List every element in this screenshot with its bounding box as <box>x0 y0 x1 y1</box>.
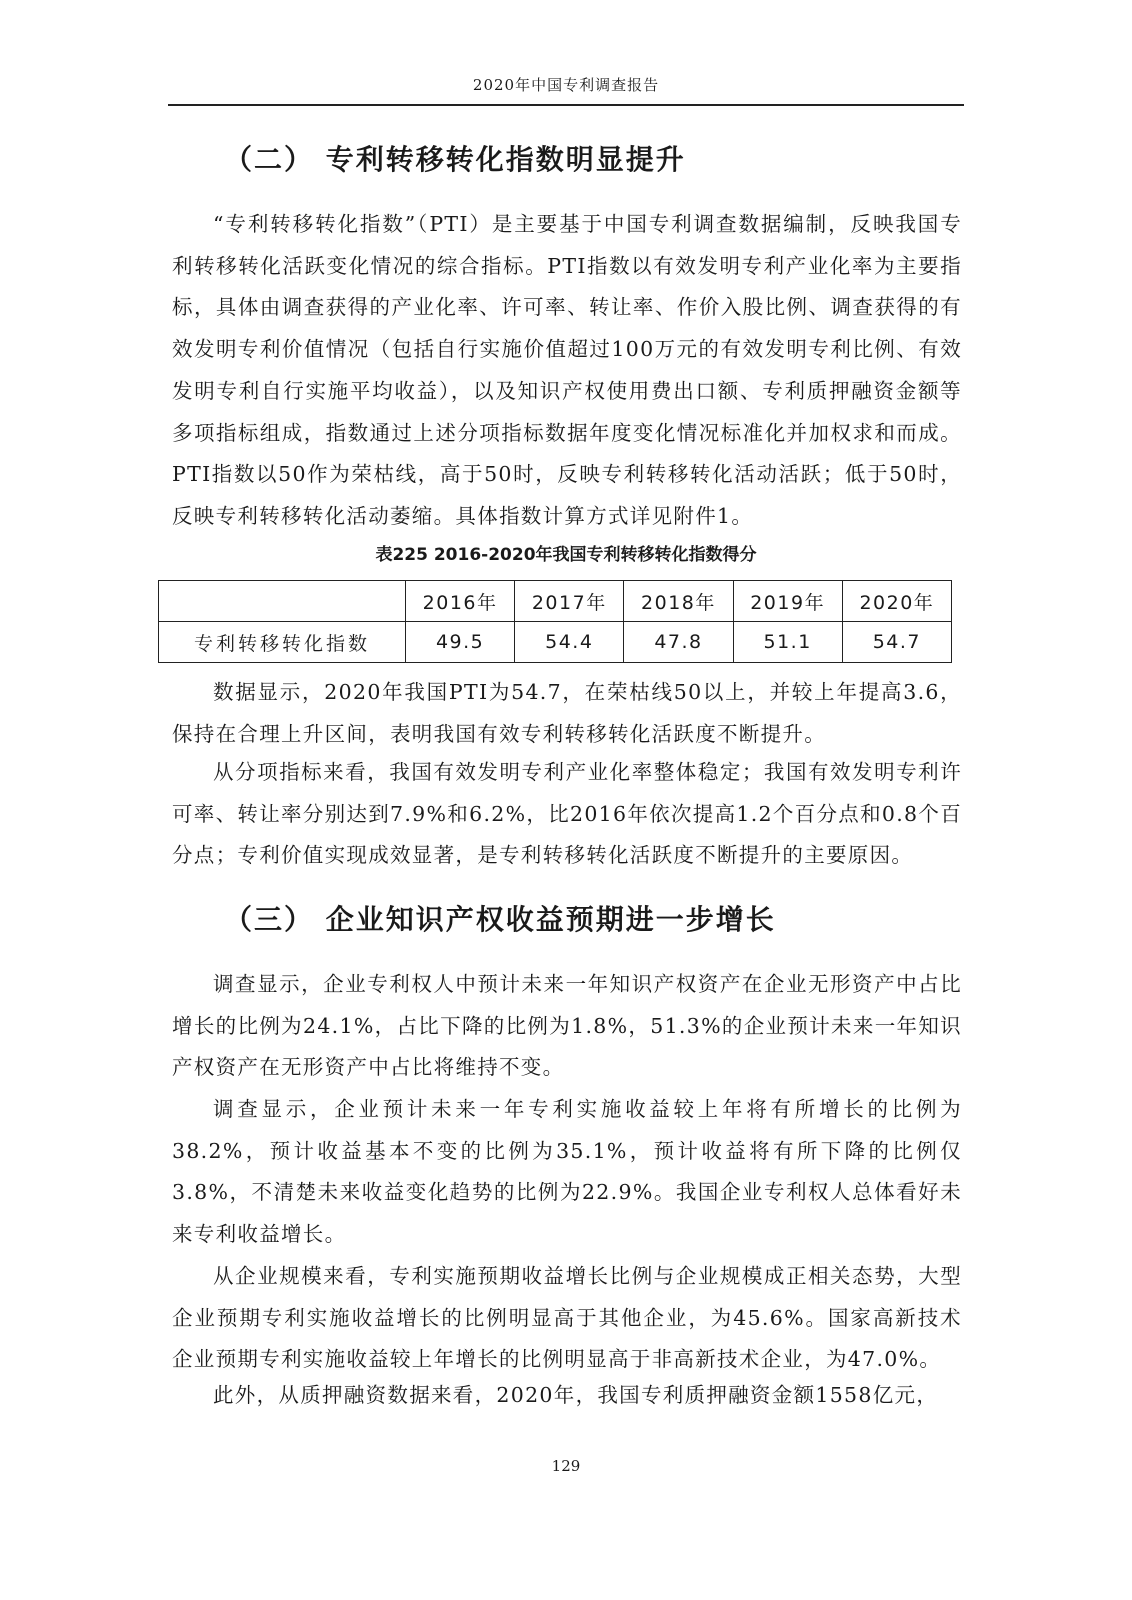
paragraph-enterprise-scale: 从企业规模来看，专利实施预期收益增长比例与企业规模成正相关态势，大型企业预期专利实施收益增长的比例明显高于其他企业，为45.6%。国家高新技术企业预期专利实施收益较上年增长的比例明显高于非高新技术企业，为47.0%。 <box>172 1264 962 1372</box>
running-header: 2020年中国专利调查报告 <box>472 76 660 94</box>
paragraph-pti-definition: “专利转移转化指数”（PTI）是主要基于中国专利调查数据编制，反映我国专利转移转化活跃变化情况的综合指标。PTI指数以有效发明专利产业化率为主要指标，具体由调查获得的产业化率、许可率、转让率、作价入股比例、调查获得的有效发明专利价值情况（包括自行实施价值超过100万元的有效发明专利比例、有效发明专利自行实施平均收益），以及知识产权使用费出口额、专利质押融资金额等多项指标组成，指数通过上述分项指标数据年度变化情况标准化并加权求和而成。PTI指数以50作为荣枯线，高于50时，反映专利转移转化活动活跃；低于50时，反映专利转移转化活动萎缩。具体指数计算方式详见附件1。 <box>172 212 962 528</box>
table-header-row <box>159 581 952 622</box>
table-row-label: 专利转移转化指数 <box>159 622 406 663</box>
table-cell: 49.5 <box>406 622 515 663</box>
paragraph-sub-indicators: 从分项指标来看，我国有效发明专利产业化率整体稳定；我国有效发明专利许可率、转让率分别达到7.9%和6.2%，比2016年依次提高1.2个百分点和0.8个百分点；专利价值实现成效显著，是专利转移转化活跃度不断提升的主要原因。 <box>172 760 962 868</box>
table-cell: 54.7 <box>842 622 951 663</box>
section-heading-3: （三） 企业知识产权收益预期进一步增长 <box>224 903 776 936</box>
table-cell: 47.8 <box>624 622 733 663</box>
table-header-cell: 2020年 <box>842 581 951 622</box>
table-header-cell: 2016年 <box>406 581 515 622</box>
table-cell: 51.1 <box>733 622 842 663</box>
table-caption: 表225 2016-2020年我国专利转移转化指数得分 <box>375 545 757 565</box>
page-number: 129 <box>551 1457 581 1475</box>
paragraph-pti-2020: 数据显示，2020年我国PTI为54.7，在荣枯线50以上，并较上年提高3.6，保持在合理上升区间，表明我国有效专利转移转化活跃度不断提升。 <box>172 680 962 746</box>
section-heading-2: （二） 专利转移转化指数明显提升 <box>224 143 686 176</box>
header-rule <box>168 104 964 106</box>
paragraph-revenue-expectation: 调查显示，企业预计未来一年专利实施收益较上年将有所增长的比例为38.2%，预计收益基本不变的比例为35.1%，预计收益将有所下降的比例仅3.8%，不清楚未来收益变化趋势的比例为22.9%。我国企业专利权人总体看好未来专利收益增长。 <box>172 1097 962 1247</box>
table-header-cell: 2019年 <box>733 581 842 622</box>
table-corner-cell <box>159 581 406 622</box>
paragraph-pledge-financing: 此外，从质押融资数据来看，2020年，我国专利质押融资金额1558亿元， <box>213 1383 939 1407</box>
table-header-cell: 2017年 <box>515 581 624 622</box>
table-row <box>159 622 952 663</box>
pti-score-table <box>158 580 952 663</box>
table-cell: 54.4 <box>515 622 624 663</box>
table-header-cell: 2018年 <box>624 581 733 622</box>
paragraph-ip-asset-share: 调查显示，企业专利权人中预计未来一年知识产权资产在企业无形资产中占比增长的比例为24.1%，占比下降的比例为1.8%，51.3%的企业预计未来一年知识产权资产在无形资产中占比将维持不变。 <box>172 972 962 1080</box>
